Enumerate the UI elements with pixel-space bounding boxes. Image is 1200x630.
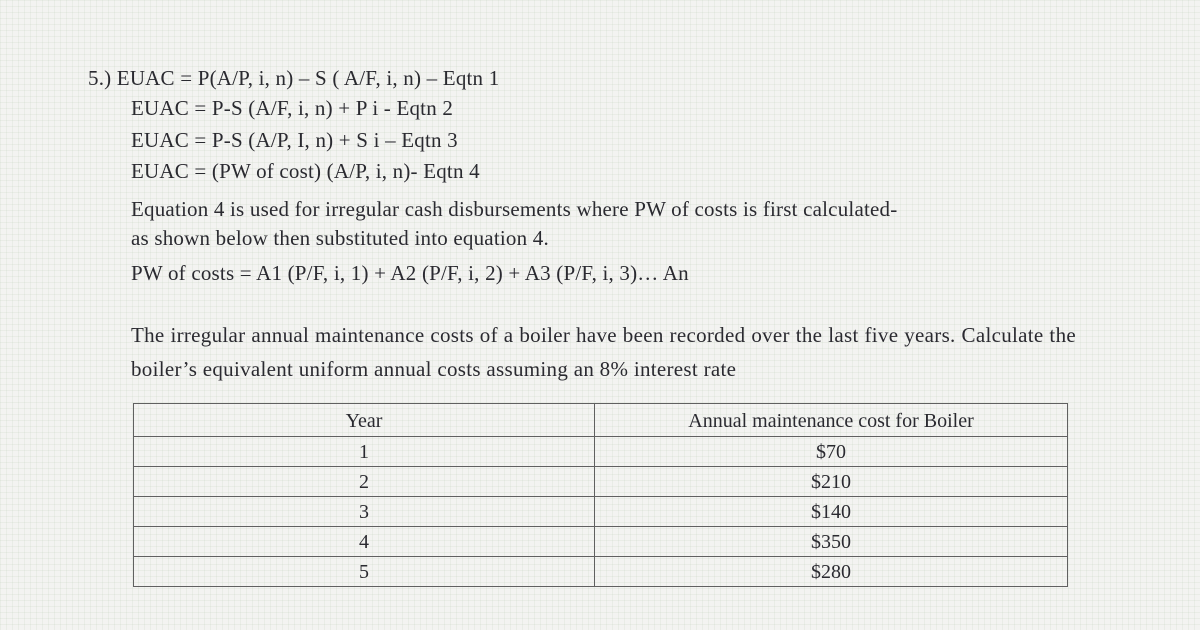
cost-cell: $70 (595, 437, 1068, 467)
equation-1: 5.) EUAC = P(A/P, i, n) – S ( A/F, i, n) – Eqtn 1 (88, 66, 500, 90)
year-cell: 5 (134, 557, 595, 587)
problem-statement: The irregular annual maintenance costs of a boiler have been recorded over the last five years. Calculate the boiler’s equivalent uniform annual costs assuming an 8% interest rate (131, 323, 1076, 381)
cost-cell: $350 (595, 527, 1068, 557)
table-row (134, 467, 1068, 497)
year-cell: 4 (134, 527, 595, 557)
note-line-1: Equation 4 is used for irregular cash disbursements where PW of costs is first calculated- (131, 197, 898, 221)
equation-3: EUAC = P-S (A/P, I, n) + S i – Eqtn 3 (131, 128, 458, 152)
year-cell: 3 (134, 497, 595, 527)
table-row (134, 557, 1068, 587)
table-header-row (134, 404, 1068, 437)
cost-column-header: Annual maintenance cost for Boiler (595, 404, 1068, 437)
cost-cell: $210 (595, 467, 1068, 497)
equation-2: EUAC = P-S (A/F, i, n) + P i - Eqtn 2 (131, 96, 454, 120)
table-row (134, 497, 1068, 527)
cost-cell: $280 (595, 557, 1068, 587)
table-row (134, 437, 1068, 467)
table-row (134, 527, 1068, 557)
maintenance-cost-table (133, 403, 1068, 587)
note-line-2: as shown below then substituted into equation 4. (131, 226, 549, 250)
cost-cell: $140 (595, 497, 1068, 527)
year-cell: 2 (134, 467, 595, 497)
year-column-header: Year (134, 404, 595, 437)
year-cell: 1 (134, 437, 595, 467)
equation-4: EUAC = (PW of cost) (A/P, i, n)- Eqtn 4 (131, 159, 480, 183)
pw-formula: PW of costs = A1 (P/F, i, 1) + A2 (P/F, i, 2) + A3 (P/F, i, 3)… An (131, 261, 689, 285)
